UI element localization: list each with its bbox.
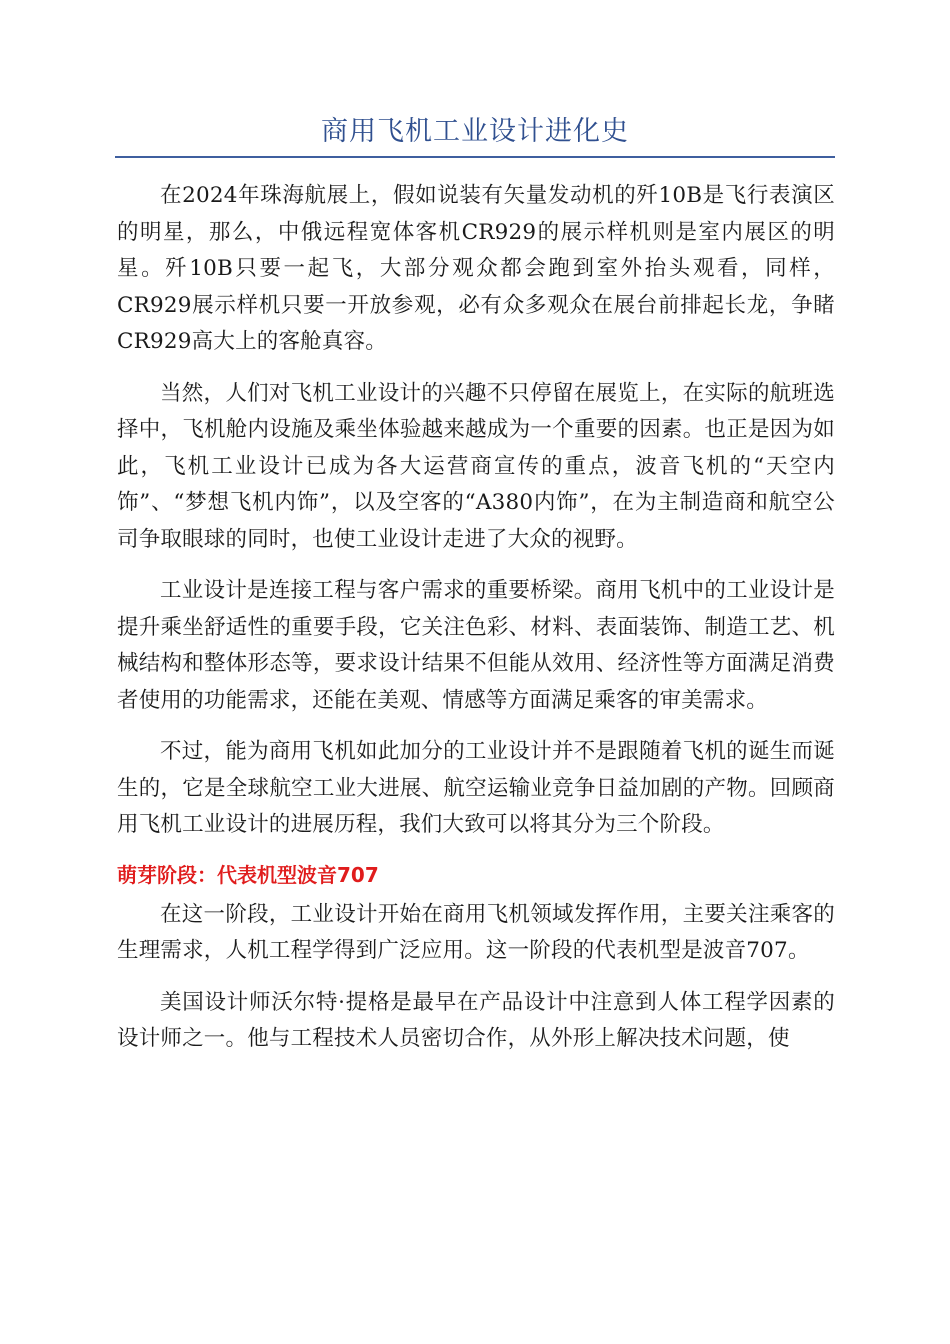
section-heading-sprout: 萌芽阶段：代表机型波音707	[117, 862, 379, 887]
paragraph-bridge: 工业设计是连接工程与客户需求的重要桥梁。商用飞机中的工业设计是提升乘坐舒适性的重要手段，它关注色彩、材料、表面装饰、制造工艺、机械结构和整体形态等，要求设计结果不但能从效用、经济性等方面满足消费者使用的功能需求，还能在美观、情感等方面满足乘客的审美需求。	[117, 578, 835, 713]
paragraph-teague: 美国设计师沃尔特·提格是最早在产品设计中注意到人体工程学因素的设计师之一。他与工程技术人员密切合作，从外形上解决技术问题，使	[117, 989, 835, 1051]
paragraph-stage-one: 在这一阶段，工业设计开始在商用飞机领域发挥作用，主要关注乘客的生理需求，人机工程学得到广泛应用。这一阶段的代表机型是波音707。	[117, 901, 835, 963]
document-body	[117, 178, 835, 1073]
document-title: 商用飞机工业设计进化史	[321, 116, 629, 147]
paragraph-interest: 当然，人们对飞机工业设计的兴趣不只停留在展览上，在实际的航班选择中，飞机舱内设施及乘坐体验越来越成为一个重要的因素。也正是因为如此，飞机工业设计已成为各大运营商宣传的重点，波音飞机的“天空内饰”、“梦想飞机内饰”，以及空客的“A380内饰”，在为主制造商和航空公司争取眼球的同时，也使工业设计走进了大众的视野。	[117, 380, 835, 552]
paragraph-history: 不过，能为商用飞机如此加分的工业设计并不是跟随着飞机的诞生而诞生的，它是全球航空工业大进展、航空运输业竞争日益加剧的产物。回顾商用飞机工业设计的进展历程，我们大致可以将其分为三个阶段。	[117, 739, 835, 837]
paragraph-airshow: 在2024年珠海航展上，假如说装有矢量发动机的歼10B是飞行表演区的明星，那么，中俄远程宽体客机CR929的展示样机则是室内展区的明星。歼10B只要一起飞，大部分观众都会跑到室外抬头观看，同样，CR929展示样机只要一开放参观，必有众多观众在展台前排起长龙，争睹CR929高大上的客舱真容。	[117, 183, 835, 354]
title-block	[115, 112, 835, 158]
